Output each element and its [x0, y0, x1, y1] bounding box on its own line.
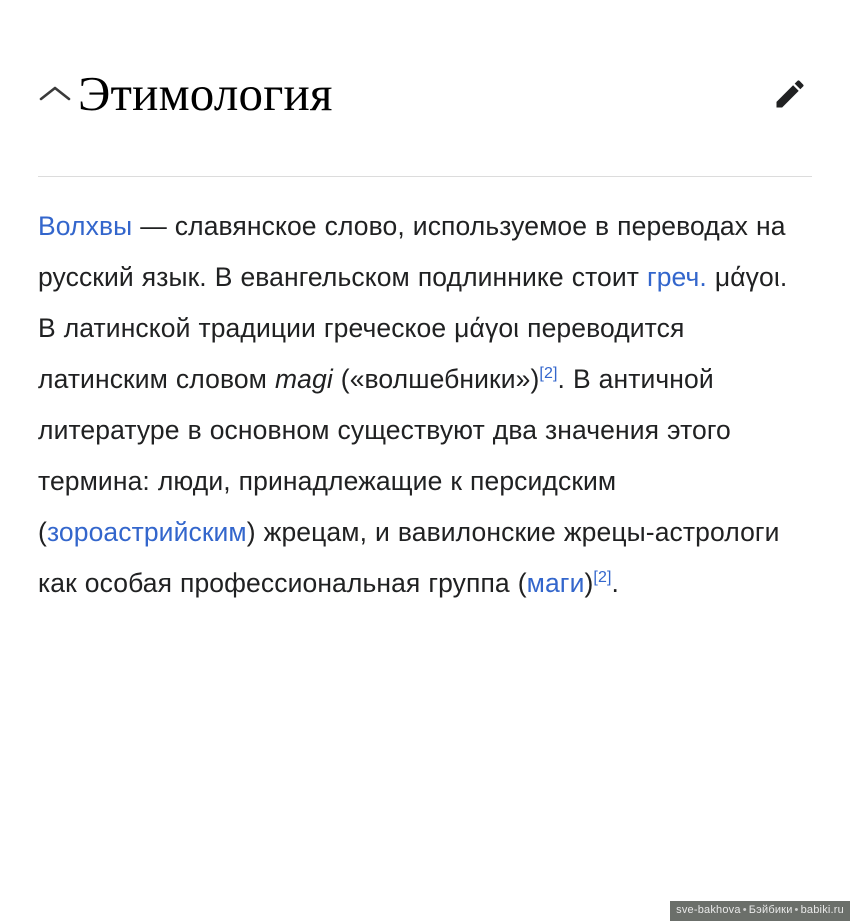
watermark — [670, 901, 850, 921]
section-header — [38, 0, 812, 177]
watermark-separator-2: • — [794, 904, 799, 916]
reference-marker[interactable] — [539, 365, 557, 382]
link-volhvy[interactable]: Волхвы — [38, 211, 133, 242]
reference-link[interactable]: [2] — [539, 365, 558, 383]
paragraph-text-6: ) — [584, 568, 594, 599]
watermark-site: Бэйбики — [748, 904, 793, 916]
watermark-domain: babiki.ru — [800, 904, 844, 916]
watermark-separator-1: • — [742, 904, 747, 916]
paragraph-text-4: . В античной литературе в основном существуют два значения этого термина: люди, принадлежащие к персидским ( — [38, 364, 731, 548]
paragraph-text-7: . — [611, 568, 619, 599]
chevron-up-icon[interactable] — [38, 83, 78, 105]
watermark-author: sve-bakhova — [676, 904, 741, 916]
paragraph-text-3: («волшебники») — [332, 364, 540, 395]
pencil-icon[interactable] — [772, 76, 812, 112]
link-magi[interactable]: маги — [526, 568, 585, 599]
reference-marker-2[interactable] — [593, 569, 611, 586]
section-paragraph — [38, 177, 812, 609]
reference-link-2[interactable]: [2] — [593, 569, 612, 587]
page-title: Этимология — [78, 65, 333, 121]
link-zoroastrian[interactable]: зороастрийским — [46, 517, 247, 548]
paragraph-text-2: μάγοι. В латинской традиции греческое μάγοι переводится латинским словом — [38, 262, 788, 395]
paragraph-text-1: — славянское слово, используемое в переводах на русский язык. В евангельском подлиннике стоит — [38, 211, 786, 293]
link-greek[interactable]: греч. — [646, 262, 707, 293]
term-magi: magi — [274, 364, 333, 395]
paragraph-text-5: ) жрецам, и вавилонские жрецы-астрологи как особая профессиональная группа ( — [38, 517, 780, 599]
